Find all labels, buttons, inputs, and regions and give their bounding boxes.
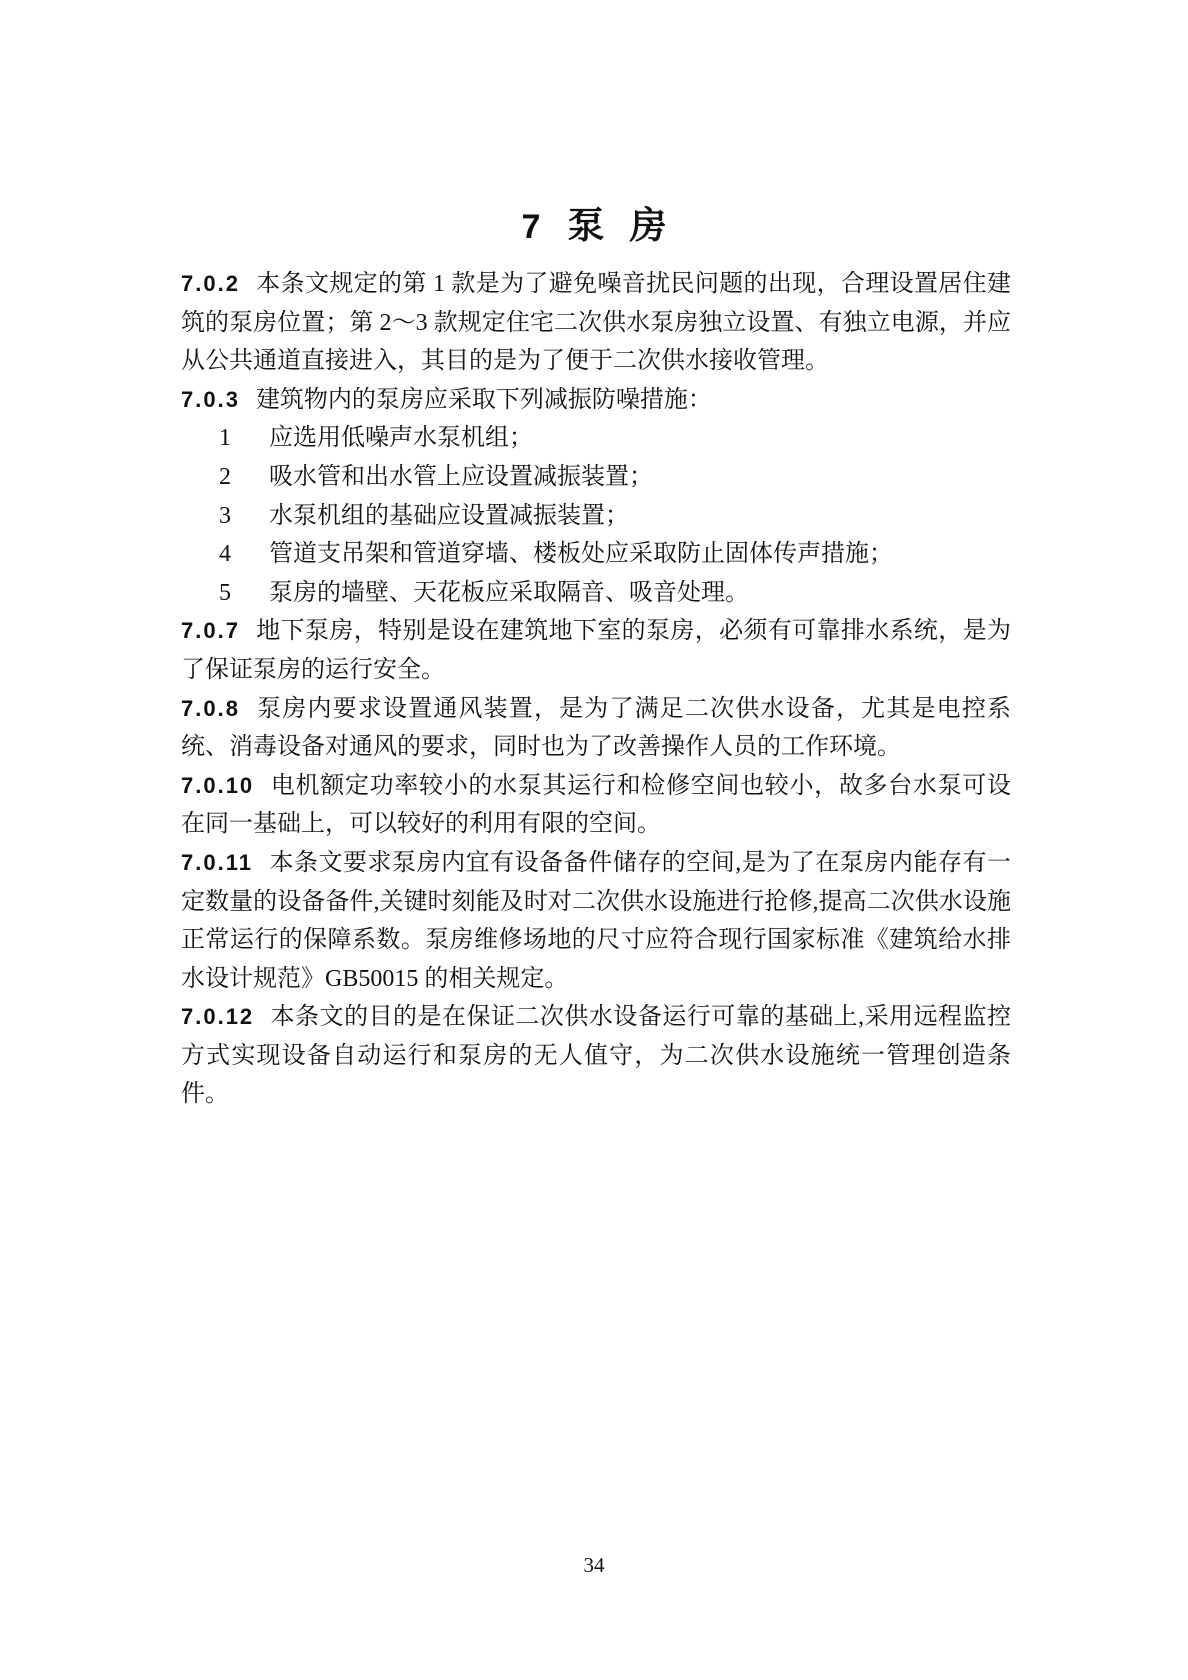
clause-number: 7.0.2 (181, 271, 240, 296)
clause-7-0-2 (181, 265, 1011, 381)
item-text: 水泵机组的基础应设置减振装置； (269, 502, 629, 529)
clause-text: 本条文要求泵房内宜有设备备件储存的空间,是为了在泵房内能存有一定数量的设备备件,关键时刻能及时对二次供水设施进行抢修,提高二次供水设施正常运行的保障系数。泵房维修场地的尺寸应符合现行国家标准《建筑给水排水设计规范》GB50015 的相关规定。 (181, 849, 1011, 992)
clause-7-0-7 (181, 612, 1011, 689)
item-text: 吸水管和出水管上应设置减振装置； (269, 463, 653, 490)
page-number: 34 (583, 1553, 605, 1577)
clause-7-0-8 (181, 690, 1011, 767)
item-number: 2 (219, 463, 231, 490)
clause-number: 7.0.8 (181, 695, 240, 721)
clause-text: 地下泵房，特别是设在建筑地下室的泵房，必须有可靠排水系统，是为了保证泵房的运行安全。 (181, 618, 1011, 683)
chapter-number: 7 (521, 208, 541, 246)
clause-text: 泵房内要求设置通风装置，是为了满足二次供水设备，尤其是电控系统、消毒设备对通风的要求，同时也为了改善操作人员的工作环境。 (181, 695, 1011, 761)
commentary-body (181, 265, 1011, 1114)
item-text: 应选用低噪声水泵机组； (269, 425, 533, 452)
clause-7-0-12 (181, 998, 1011, 1114)
clause-7-0-11 (181, 844, 1011, 998)
item-number: 4 (219, 541, 231, 568)
list-item-4 (181, 535, 1011, 574)
list-item-5 (181, 574, 1011, 613)
clause-text: 电机额定功率较小的水泵其运行和检修空间也较小，故多台水泵可设在同一基础上，可以较好的利用有限的空间。 (181, 772, 1011, 838)
chapter-heading (0, 203, 1188, 250)
chapter-title-text: 泵房 (567, 205, 692, 246)
clause-text: 建筑物内的泵房应采取下列减振防噪措施： (255, 386, 712, 413)
item-text: 泵房的墙壁、天花板应采取隔音、吸音处理。 (269, 579, 749, 606)
clause-7-0-3 (181, 381, 1011, 420)
clause-number: 7.0.12 (181, 1004, 255, 1030)
clause-text: 本条文规定的第 1 款是为了避免噪音扰民问题的出现，合理设置居住建筑的泵房位置；第 2～3 款规定住宅二次供水泵房独立设置、有独立电源，并应从公共通道直接进入，其目的是为了便于二次供水接收管理。 (181, 271, 1011, 375)
clause-number: 7.0.11 (181, 849, 253, 875)
clause-text: 本条文的目的是在保证二次供水设备运行可靠的基础上,采用远程监控方式实现设备自动运行和泵房的无人值守，为二次供水设施统一管理创造条件。 (181, 1004, 1011, 1108)
item-number: 1 (219, 425, 231, 452)
clause-number: 7.0.10 (181, 772, 255, 798)
item-number: 3 (219, 502, 231, 529)
item-number: 5 (219, 579, 231, 606)
clause-number: 7.0.3 (181, 386, 240, 412)
list-item-2 (181, 458, 1011, 497)
clause-7-0-10 (181, 767, 1011, 844)
list-item-1 (181, 419, 1011, 458)
clause-number: 7.0.7 (181, 618, 240, 644)
item-text: 管道支吊架和管道穿墙、楼板处应采取防止固体传声措施； (269, 541, 893, 568)
list-item-3 (181, 497, 1011, 536)
